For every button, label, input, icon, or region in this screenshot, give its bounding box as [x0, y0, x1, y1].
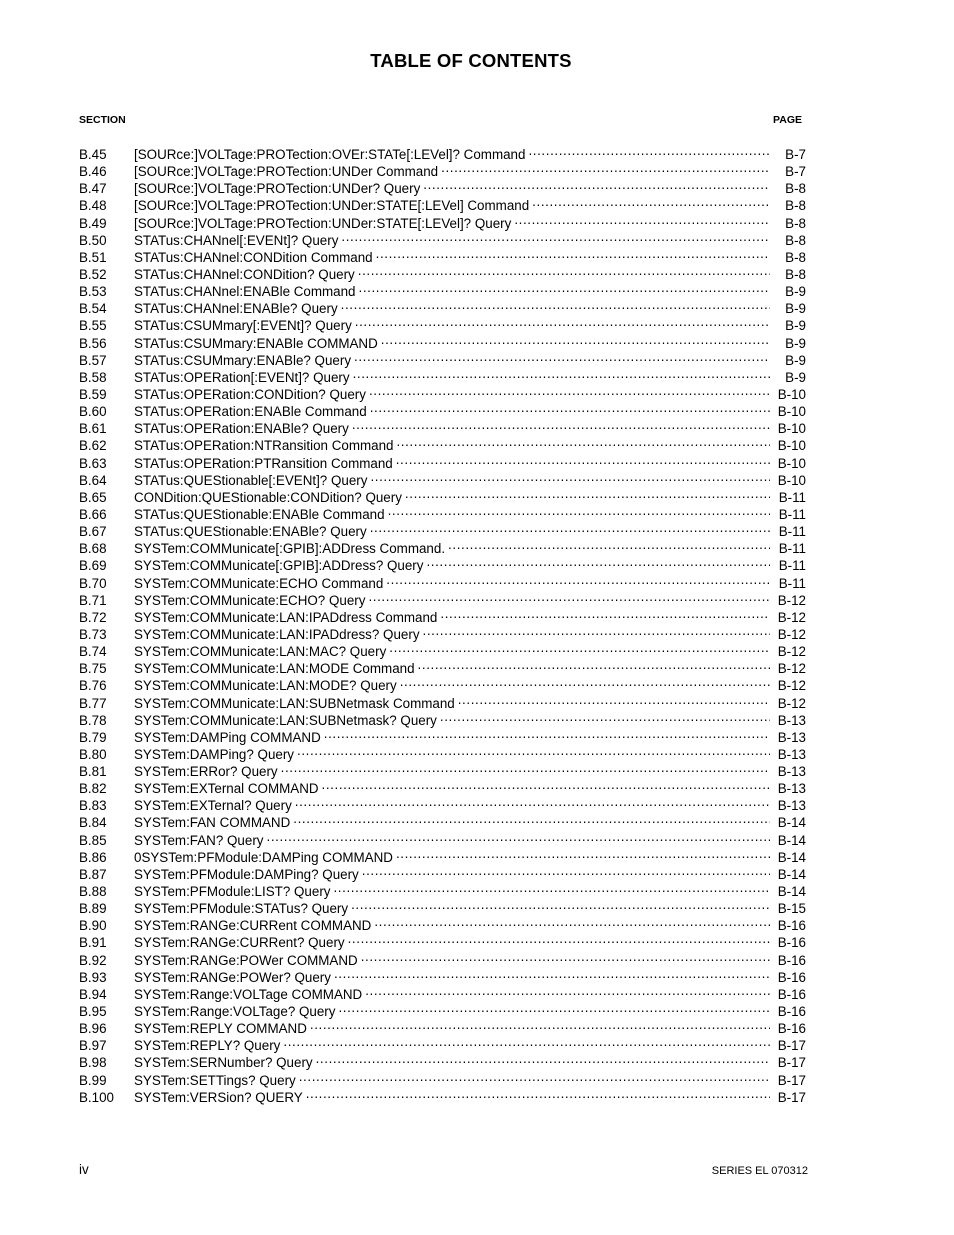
toc-entry-section: B.84	[79, 815, 107, 831]
toc-entry-section: B.65	[79, 489, 107, 505]
toc-entry-title: SYSTem:FAN COMMAND	[134, 815, 291, 831]
toc-entry-title: STATus:QUEStionable[:EVENt]? Query	[134, 472, 368, 488]
toc-entry-page: B-8	[785, 181, 806, 197]
toc-entry-title: [SOURce:]VOLTage:PROTection:UNDer:STATE[:LEVel]? Query	[134, 215, 512, 231]
toc-entry-title: SYSTem:COMMunicate:LAN:IPADdress? Query	[134, 626, 420, 642]
toc-entry-section: B.59	[79, 386, 107, 402]
toc-entry-title: 0SYSTem:PFModule:DAMPing COMMAND	[134, 849, 393, 865]
toc-entry-page: B-16	[777, 952, 806, 968]
toc-entry-title: STATus:OPERation:CONDition? Query	[134, 386, 366, 402]
dot-leader	[293, 810, 770, 827]
dot-leader	[376, 245, 770, 262]
toc-entry-title: STATus:OPERation:PTRansition Command	[134, 455, 393, 471]
toc-entry-page: B-9	[785, 301, 806, 317]
dot-leader	[358, 262, 770, 279]
dot-leader	[368, 588, 770, 605]
toc-entry-title: STATus:CHANnel:CONDition Command	[134, 249, 373, 265]
toc-entry-title: STATus:CHANnel[:EVENt]? Query	[134, 232, 339, 248]
dot-leader	[352, 416, 770, 433]
dot-leader	[514, 211, 770, 228]
toc-entry-page: B-17	[777, 1089, 806, 1105]
toc-entry-section: B.54	[79, 301, 107, 317]
section-column-header: SECTION	[79, 114, 126, 126]
toc-entry-title: SYSTem:COMMunicate:ECHO Command	[134, 575, 384, 591]
toc-entry-page: B-16	[777, 935, 806, 951]
toc-entry-section: B.77	[79, 695, 107, 711]
dot-leader	[267, 828, 771, 845]
toc-entry-page: B-11	[778, 489, 806, 505]
toc-entry-page: B-13	[777, 729, 806, 745]
dot-leader	[348, 930, 770, 947]
toc-entry-section: B.100	[79, 1089, 114, 1105]
toc-entry-title: SYSTem:SETTings? Query	[134, 1072, 296, 1088]
toc-entry-page: B-16	[777, 986, 806, 1002]
toc-entry-section: B.83	[79, 798, 107, 814]
toc-entry-section: B.67	[79, 524, 107, 540]
toc-entry-page: B-11	[778, 506, 806, 522]
toc-entry-section: B.89	[79, 901, 107, 917]
toc-entry-title: SYSTem:COMMunicate[:GPIB]:ADDress? Query	[134, 558, 424, 574]
toc-entry-section: B.75	[79, 661, 107, 677]
toc-entry-page: B-14	[777, 849, 806, 865]
dot-leader	[333, 879, 770, 896]
dot-leader	[423, 176, 770, 193]
toc-entry-title: SYSTem:EXTernal COMMAND	[134, 781, 319, 797]
dot-leader	[283, 1033, 770, 1050]
toc-entry-title: SYSTem:FAN? Query	[134, 832, 264, 848]
toc-entry-section: B.95	[79, 1004, 107, 1020]
toc-entry-page: B-7	[785, 164, 806, 180]
dot-leader	[299, 1068, 770, 1085]
dot-leader	[297, 742, 770, 759]
toc-entry-title: SYSTem:SERNumber? Query	[134, 1055, 313, 1071]
toc-entry-section: B.55	[79, 318, 107, 334]
toc-entry-section: B.86	[79, 849, 107, 865]
toc-entry-page: B-16	[777, 1021, 806, 1037]
toc-entry-section: B.49	[79, 215, 107, 231]
toc-entry-title: SYSTem:COMMunicate[:GPIB]:ADDress Command.	[134, 541, 446, 557]
toc-entry-section: B.80	[79, 746, 107, 762]
toc-entry-section: B.60	[79, 404, 107, 420]
toc-entry-section: B.73	[79, 626, 107, 642]
dot-leader	[396, 451, 770, 468]
toc-entry-title: SYSTem:PFModule:LIST? Query	[134, 884, 331, 900]
toc-entry-title: SYSTem:COMMunicate:LAN:MODE Command	[134, 661, 415, 677]
dot-leader	[423, 622, 770, 639]
dot-leader	[341, 228, 770, 245]
toc-entry-page: B-12	[777, 609, 806, 625]
toc-entry-title: SYSTem:VERSion? QUERY	[134, 1089, 303, 1105]
toc-entry-page: B-13	[777, 764, 806, 780]
toc-entry-page: B-10	[777, 455, 806, 471]
dot-leader	[532, 193, 770, 210]
toc-entry-section: B.45	[79, 147, 107, 162]
toc-entry-section: B.78	[79, 712, 107, 728]
dot-leader	[355, 313, 770, 330]
dot-leader	[370, 468, 770, 485]
toc-entry-title: STATus:CSUMmary[:EVENt]? Query	[134, 318, 352, 334]
toc-list	[79, 142, 806, 1105]
dot-leader	[396, 845, 770, 862]
toc-entry-title: SYSTem:REPLY? Query	[134, 1038, 281, 1054]
toc-entry-section: B.87	[79, 866, 107, 882]
toc-entry-section: B.52	[79, 266, 107, 282]
toc-entry-page: B-11	[778, 575, 806, 591]
toc-entry-page: B-13	[777, 781, 806, 797]
toc-entry-title: SYSTem:RANGe:CURRent? Query	[134, 935, 345, 951]
toc-entry-title: STATus:OPERation[:EVENt]? Query	[134, 369, 350, 385]
toc-entry-page: B-17	[777, 1055, 806, 1071]
toc-entry-title: SYSTem:DAMPing? Query	[134, 746, 295, 762]
dot-leader	[322, 776, 770, 793]
toc-entry-section: B.96	[79, 1021, 107, 1037]
toc-entry-page: B-10	[777, 421, 806, 437]
toc-entry-section: B.97	[79, 1038, 107, 1054]
footer-page-number: iv	[79, 1162, 89, 1177]
toc-entry-page: B-9	[785, 369, 806, 385]
toc-entry-page: B-12	[777, 626, 806, 642]
dot-leader	[353, 365, 770, 382]
toc-entry-section: B.99	[79, 1072, 107, 1088]
toc-entry-page: B-14	[777, 884, 806, 900]
toc-entry-title: STATus:CSUMmary:ENABle COMMAND	[134, 335, 378, 351]
dot-leader	[528, 142, 770, 159]
dot-leader	[354, 348, 770, 365]
toc-entry-page: B-7	[785, 147, 806, 162]
toc-entry-page: B-12	[777, 644, 806, 660]
toc-entry-section: B.46	[79, 164, 107, 180]
toc-entry-section: B.74	[79, 644, 107, 660]
toc-entry-page: B-17	[777, 1072, 806, 1088]
toc-entry-title: SYSTem:RANGe:CURRent COMMAND	[134, 918, 372, 934]
toc-entry-section: B.81	[79, 764, 107, 780]
toc-entry-section: B.66	[79, 506, 107, 522]
dot-leader	[334, 965, 770, 982]
toc-entry-title: SYSTem:COMMunicate:LAN:MAC? Query	[134, 644, 387, 660]
toc-entry-section: B.64	[79, 472, 107, 488]
page-column-header: PAGE	[773, 114, 802, 126]
toc-entry-section: B.76	[79, 678, 107, 694]
dot-leader	[316, 1050, 770, 1067]
toc-entry-page: B-12	[777, 678, 806, 694]
toc-entry-section: B.91	[79, 935, 107, 951]
toc-entry-section: B.57	[79, 352, 107, 368]
toc-entry-title: SYSTem:COMMunicate:LAN:SUBNetmask Command	[134, 695, 455, 711]
toc-entry-section: B.53	[79, 284, 107, 300]
dot-leader	[306, 1085, 770, 1102]
toc-entry-page: B-9	[785, 335, 806, 351]
dot-leader	[365, 982, 770, 999]
toc-entry-title: SYSTem:COMMunicate:ECHO? Query	[134, 592, 366, 608]
toc-entry-section: B.92	[79, 952, 107, 968]
toc-entry-page: B-14	[777, 832, 806, 848]
toc-entry-page: B-11	[778, 558, 806, 574]
toc-entry-page: B-8	[785, 232, 806, 248]
toc-entry-title: SYSTem:COMMunicate:LAN:MODE? Query	[134, 678, 397, 694]
toc-entry-page: B-10	[777, 472, 806, 488]
toc-entry-page: B-8	[785, 249, 806, 265]
toc-entry-section: B.90	[79, 918, 107, 934]
toc-entry-title: SYSTem:EXTernal? Query	[134, 798, 292, 814]
toc-entry-section: B.69	[79, 558, 107, 574]
dot-leader	[362, 862, 770, 879]
toc-entry-section: B.61	[79, 421, 107, 437]
toc-entry-title: STATus:OPERation:NTRansition Command	[134, 438, 394, 454]
dot-leader	[341, 296, 770, 313]
dot-leader	[441, 159, 770, 176]
dot-leader	[458, 691, 770, 708]
dot-leader	[324, 725, 770, 742]
toc-entry-page: B-13	[777, 712, 806, 728]
toc-entry-page: B-14	[777, 815, 806, 831]
dot-leader	[448, 536, 770, 553]
toc-entry-title: [SOURce:]VOLTage:PROTection:UNDer? Query	[134, 181, 421, 197]
toc-entry-page: B-16	[777, 1004, 806, 1020]
toc-entry-section: B.72	[79, 609, 107, 625]
toc-entry-section: B.88	[79, 884, 107, 900]
dot-leader	[281, 759, 770, 776]
toc-entry-page: B-10	[777, 438, 806, 454]
dot-leader	[369, 382, 770, 399]
dot-leader	[440, 605, 770, 622]
toc-entry-title: [SOURce:]VOLTage:PROTection:OVEr:STATe[:LEVel]? Command	[134, 147, 526, 162]
toc-entry-page: B-8	[785, 215, 806, 231]
toc-entry-section: B.71	[79, 592, 107, 608]
toc-entry-section: B.94	[79, 986, 107, 1002]
toc-entry-page: B-10	[777, 386, 806, 402]
toc-entry-section: B.82	[79, 781, 107, 797]
dot-leader	[295, 793, 770, 810]
toc-entry-page: B-8	[785, 266, 806, 282]
toc-entry-section: B.85	[79, 832, 107, 848]
toc-entry-title: STATus:CHANnel:CONDition? Query	[134, 266, 355, 282]
dot-leader	[310, 1016, 770, 1033]
toc-entry-title: [SOURce:]VOLTage:PROTection:UNDer:STATE[:LEVel] Command	[134, 198, 530, 214]
page-title: TABLE OF CONTENTS	[370, 50, 572, 71]
toc-entry-title: STATus:QUEStionable:ENABle? Query	[134, 524, 367, 540]
dot-leader	[381, 331, 770, 348]
toc-entry-section: B.70	[79, 575, 107, 591]
toc-entry-page: B-9	[785, 318, 806, 334]
toc-entry-title: SYSTem:PFModule:STATus? Query	[134, 901, 349, 917]
dot-leader	[426, 553, 770, 570]
toc-entry-title: CONDition:QUEStionable:CONDition? Query	[134, 489, 402, 505]
toc-entry-page: B-12	[777, 592, 806, 608]
toc-entry-title: SYSTem:PFModule:DAMPing? Query	[134, 866, 359, 882]
toc-entry-title: [SOURce:]VOLTage:PROTection:UNDer Command	[134, 164, 439, 180]
toc-entry-page: B-12	[777, 661, 806, 677]
toc-entry-section: B.58	[79, 369, 107, 385]
toc-entry-page: B-9	[785, 352, 806, 368]
dot-leader	[374, 913, 770, 930]
toc-entry-page: B-16	[777, 918, 806, 934]
dot-leader	[388, 502, 770, 519]
toc-entry-section: B.50	[79, 232, 107, 248]
toc-entry-title: STATus:QUEStionable:ENABle Command	[134, 506, 385, 522]
toc-entry-title: STATus:CHANnel:ENABle? Query	[134, 301, 338, 317]
dot-leader	[370, 399, 770, 416]
dot-leader	[389, 639, 770, 656]
toc-entry-title: STATus:CSUMmary:ENABle? Query	[134, 352, 352, 368]
dot-leader	[370, 519, 770, 536]
toc-entry-title: SYSTem:Range:VOLTage COMMAND	[134, 986, 363, 1002]
toc-entry-page: B-9	[785, 284, 806, 300]
toc-entry-page: B-13	[777, 798, 806, 814]
toc-entry-title: SYSTem:REPLY COMMAND	[134, 1021, 307, 1037]
toc-entry[interactable]	[79, 142, 806, 162]
toc-entry-title: SYSTem:COMMunicate:LAN:SUBNetmask? Query	[134, 712, 437, 728]
toc-entry-title: SYSTem:ERRor? Query	[134, 764, 278, 780]
dot-leader	[396, 433, 770, 450]
footer-series-label: SERIES EL 070312	[711, 1165, 808, 1177]
toc-entry-section: B.68	[79, 541, 107, 557]
dot-leader	[361, 948, 770, 965]
toc-entry-title: SYSTem:DAMPing COMMAND	[134, 729, 321, 745]
dot-leader	[418, 656, 770, 673]
toc-entry-section: B.56	[79, 335, 107, 351]
toc-entry-page: B-8	[785, 198, 806, 214]
toc-entry-page: B-10	[777, 404, 806, 420]
dot-leader	[338, 999, 770, 1016]
toc-entry-title: SYSTem:Range:VOLTage? Query	[134, 1004, 336, 1020]
toc-entry-title: STATus:OPERation:ENABle? Query	[134, 421, 349, 437]
toc-entry-page: B-13	[777, 746, 806, 762]
dot-leader	[400, 673, 770, 690]
toc-entry-section: B.48	[79, 198, 107, 214]
toc-entry-title: SYSTem:RANGe:POWer COMMAND	[134, 952, 358, 968]
toc-entry-title: SYSTem:COMMunicate:LAN:IPADdress Command	[134, 609, 438, 625]
toc-entry-page: B-17	[777, 1038, 806, 1054]
toc-entry-section: B.79	[79, 729, 107, 745]
toc-entry-section: B.63	[79, 455, 107, 471]
toc-entry-page: B-16	[777, 969, 806, 985]
dot-leader	[405, 485, 770, 502]
dot-leader	[359, 279, 770, 296]
toc-entry-page: B-11	[778, 524, 806, 540]
toc-entry-section: B.62	[79, 438, 107, 454]
toc-entry-page: B-15	[777, 901, 806, 917]
toc-entry-page: B-14	[777, 866, 806, 882]
toc-entry-page: B-12	[777, 695, 806, 711]
toc-entry-page: B-11	[778, 541, 806, 557]
dot-leader	[440, 708, 770, 725]
toc-entry-title: STATus:CHANnel:ENABle Command	[134, 284, 356, 300]
dot-leader	[351, 896, 770, 913]
toc-entry-section: B.93	[79, 969, 107, 985]
toc-entry-section: B.47	[79, 181, 107, 197]
toc-entry-section: B.98	[79, 1055, 107, 1071]
toc-entry-section: B.51	[79, 249, 107, 265]
toc-entry-title: STATus:OPERation:ENABle Command	[134, 404, 367, 420]
dot-leader	[386, 571, 770, 588]
toc-entry-title: SYSTem:RANGe:POWer? Query	[134, 969, 331, 985]
